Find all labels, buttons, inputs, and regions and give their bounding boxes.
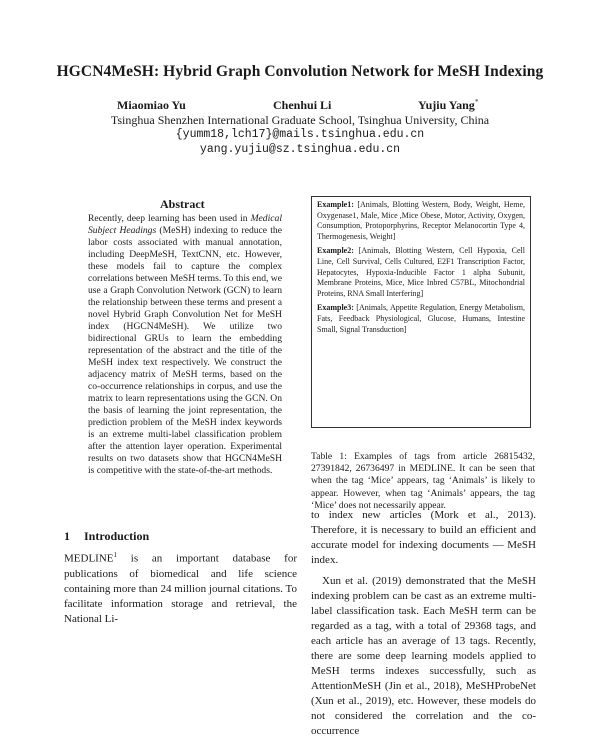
example-entry: Example3: [Animals, Appetite Regulation, Energy Metabolism, Fats, Feedback Physiological, Glucose, Humans, Intestine Small, Signal Transduction] <box>317 303 525 334</box>
author-email: {yumm18,lch17}@mails.tsinghua.edu.cn <box>175 128 425 141</box>
body-paragraph: Xun et al. (2019) demonstrated that the MeSH indexing problem can be cast as an extreme multi-label classification task. Each MeSH term can be regarded as a tag, with a total of 29368 tags, and each article has an average of 13 tags. Recently, there are some deep learning models applied to MeSH terms indexes successfully, such as AttentionMeSH (Jin et al., 2018), MeSHProbeNet (Xun et al., 2019), etc. However, these models do not considered the correlation and the co-occurrence <box>311 575 536 737</box>
body-paragraph: to index new articles (Mork et al., 2013). Therefore, it is necessary to build an efficient and accurate model for indexing documents — MeSH index. <box>311 509 536 566</box>
examples-table <box>311 196 531 428</box>
table-caption: Table 1: Examples of tags from article 26815432, 27391842, 26736497 in MEDLINE. It can be seen that when the tag ‘Mice’ appears, tag ‘Animals’ is likely to appear. However, when tag ‘Animals’ appears, the tag ‘Mice’ does not necessarily appear. <box>311 451 535 511</box>
author-name: Miaomiao Yu <box>117 98 186 112</box>
abstract-text: Recently, deep learning has been used in Medical Subject Headings (MeSH) indexing to reduce the labor costs associated with manual annotation, including DeepMeSH, TextCNN, etc. However, these models fail to capture the complex correlations between MeSH terms. To this end, we use a Graph Convolution Network (GCN) to learn the relationship between these terms and present a novel Hybrid Graph Convolution Net for MeSH index (HGCN4MeSH). We utilize two bidirectional GRUs to learn the embedding representation of the abstract and the title of the MeSH index text respectively. We construct the adjacency matrix of MeSH terms, based on the co-occurrence relationships in corpus, and use the matrix to learn representations using the GCN. On the basis of learning the joint representation, the prediction problem of the MeSH index keywords is an extreme multi-label classification problem after the attention layer operation. Experimental results on two datasets show that HGCN4MeSH is competitive with the state-of-the-art methods. <box>88 213 282 476</box>
author-email: yang.yujiu@sz.tsinghua.edu.cn <box>199 143 401 156</box>
affiliation: Tsinghua Shenzhen International Graduate School, Tsinghua University, China <box>110 113 490 127</box>
abstract-heading: Abstract <box>160 197 205 211</box>
example-entry: Example1: [Animals, Blotting Western, Body, Weight, Heme, Oxygenase1, Male, Mice ,Mice Obese, Motor, Activity, Oxygen, Consumption, Protoporphyrins, Receptor Melanocortin Type 4, Thermogenesis, Weight] <box>317 200 526 241</box>
section-heading: 1 Introduction <box>64 529 150 543</box>
intro-paragraph: MEDLINE$^1$ is an important database for publications of biomedical and life science containing more than 24 million journal citations. To facilitate information storage and retrieval, the National Li- <box>64 551 297 625</box>
example-entry: Example2: [Animals, Blotting Western, Cell Hypoxia, Cell Line, Cell Survival, Cells Cultured, E2F1 Transcription Factor, Hepatocytes, Hypoxia-Inducible Factor 1 alpha Subunit, Membrane Proteins, Mice, Mice Inbred C57BL, Mitochondrial Proteins, RNA Small Interfering] <box>317 246 525 298</box>
author-name: Chenhui Li <box>273 98 332 112</box>
paper-title: HGCN4MeSH: Hybrid Graph Convolution Network for MeSH Indexing <box>56 63 544 80</box>
right-column-text <box>311 508 536 739</box>
author-name: Yujiu Yang* <box>418 98 479 112</box>
